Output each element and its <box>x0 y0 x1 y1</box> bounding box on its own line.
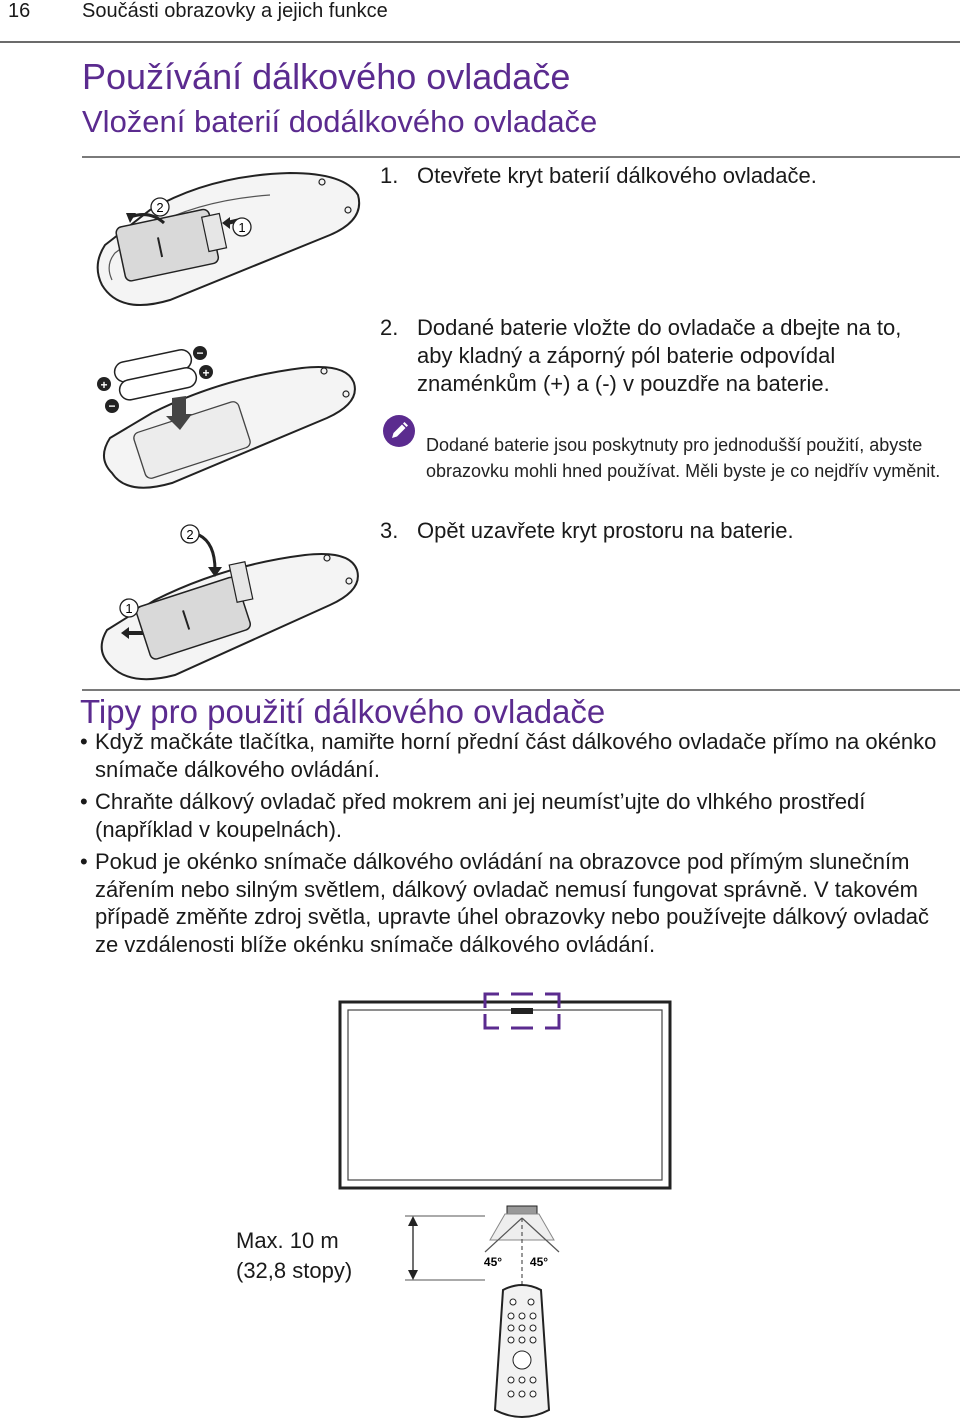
plus-sign: + <box>100 378 108 392</box>
minus-sign: − <box>196 346 204 360</box>
list-item: • Když mačkáte tlačítka, namiřte horní přední část dálkového ovladače přímo na okénko snímače dálkového ovládání. <box>80 728 950 783</box>
page-number: 16 <box>8 0 31 22</box>
list-item: • Pokud je okénko snímače dálkového ovládání na obrazovce pod přímým slunečním zářením nebo silným světlem, dálkový ovladač nemusí fungovat správně. V takovém případě změňte zdroj světla, upravte úhel obrazovky nebo používejte dálkový ovladač ze vzdálenosti blíže okénku snímače dálkového ovládání. <box>80 848 950 958</box>
remote-open-cover-illustration <box>90 165 380 315</box>
max-range-distance: Max. 10 m <box>236 1228 339 1253</box>
list-item: • Chraňte dálkový ovladač před mokrem ani jej neumíst’ujte do vlhkého prostředí (například v koupelnách). <box>80 788 950 843</box>
tips-list <box>80 728 950 963</box>
step-text: Dodané baterie vložte do ovladače a dbejte na to, aby kladný a záporný pól baterie odpovídal znaménkům (+) a (-) v pouzdře na baterie. <box>417 315 902 396</box>
step-text: Otevřete kryt baterií dálkového ovladače. <box>417 163 817 188</box>
display-range-illustration <box>335 990 675 1424</box>
ir-sensor-window <box>511 1008 533 1014</box>
header-divider <box>0 41 960 43</box>
marker-one: 1 <box>238 220 246 235</box>
minus-sign: − <box>108 399 116 413</box>
angle-left-label: 45° <box>483 1255 503 1269</box>
step-text: Opět uzavřete kryt prostoru na baterie. <box>417 518 794 543</box>
page-subtitle: Vložení baterií dodálkového ovladače <box>82 104 598 139</box>
step-number: 1. <box>380 163 399 188</box>
max-range-distance-feet: (32,8 stopy) <box>236 1258 353 1283</box>
step-number: 2. <box>380 315 399 340</box>
note-text: Dodané baterie jsou poskytnuty pro jednodušší použití, abyste obrazovku mohli hned používat. Měli byste je co nejdřív vyměnit. <box>426 435 941 481</box>
battery-insert-illustration <box>92 338 362 488</box>
pencil-icon <box>382 414 416 448</box>
max-range-label <box>236 1226 352 1286</box>
plus-sign: + <box>202 366 210 380</box>
step-number: 3. <box>380 518 399 543</box>
section-divider <box>82 689 960 691</box>
section-title: Součásti obrazovky a jejich funkce <box>82 0 388 22</box>
angle-right-label: 45° <box>529 1255 549 1269</box>
marker-one: 1 <box>125 601 133 616</box>
section-divider <box>82 156 960 158</box>
remote-close-cover-illustration <box>95 515 365 685</box>
tips-title: Tipy pro použití dálkového ovladače <box>80 693 606 730</box>
marker-two: 2 <box>156 200 164 215</box>
page-title: Používání dálkového ovladače <box>82 56 571 97</box>
marker-two: 2 <box>186 527 194 542</box>
